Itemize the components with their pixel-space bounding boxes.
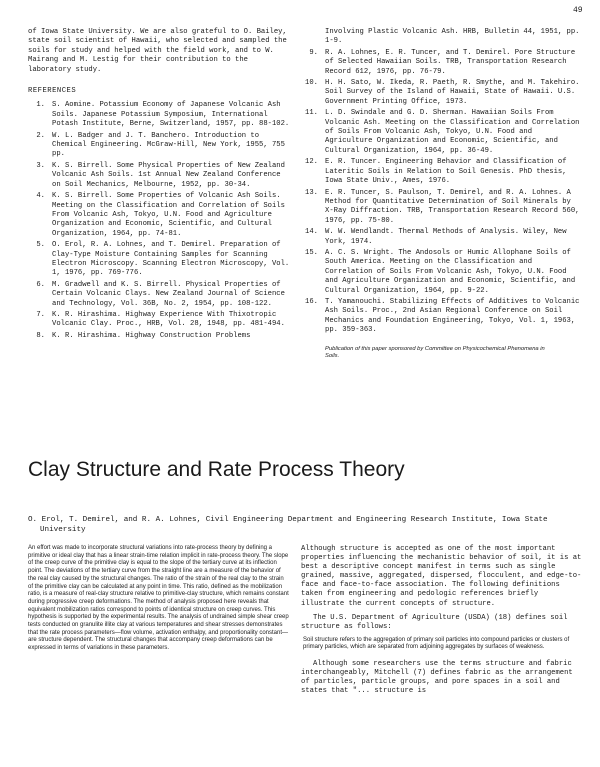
right-column xyxy=(301,28,583,360)
reference-text: E. R. Tuncer, S. Paulson, T. Demirel, and R. A. Lohnes. A Method for Quantitative Determination of Soil Minerals by X-Ray Diffraction. TRB, Transportation Research Record 560, 1976, pp. 75-80. xyxy=(325,188,580,225)
body-paragraph-1: Although structure is accepted as one of the most important properties influencing the mechanistic behavior of soil, it is at best a descriptive concept manifest in terms such as single grained, massive, aggregated, dispersed, flocculent, and edge-to-face and face-to-face association. The following definitions taken from engineering and pedologic references briefly illustrate the current concepts of structure. xyxy=(301,545,582,608)
reference-text: Involving Plastic Volcanic Ash. HRB, Bulletin 44, 1951, pp. 1-9. xyxy=(325,28,580,46)
reference-number: 7. xyxy=(36,310,45,319)
reference-item xyxy=(301,28,583,47)
reference-number: 10. xyxy=(305,79,318,88)
reference-number: 1. xyxy=(36,101,45,110)
reference-item xyxy=(301,298,583,336)
reference-item xyxy=(28,162,290,190)
block-quote: Soil structure refers to the aggregation of primary soil particles into compound particles or clusters of primary particles, which are separated from adjoining aggregates by surfaces of weakness. xyxy=(303,636,570,651)
reference-number: 2. xyxy=(36,131,45,140)
reference-number: 8. xyxy=(36,331,45,340)
intro-paragraph: of Iowa State University. We are also grateful to O. Bailey, state soil scientist of Hawaii, who selected and sampled the soils for study and helped with the field work, and to W. Mairang and M. Lestig for their contribution to the laboratory study. xyxy=(28,28,287,74)
reference-text: H. H. Sato, W. Ikeda, R. Paeth, R. Smythe, and M. Takehiro. Soil Survey of the Island of Hawaii, State of Hawaii. U.S. Government Printing Office, 1973. xyxy=(325,79,580,106)
reference-item xyxy=(301,109,583,156)
reference-text: W. L. Badger and J. T. Banchero. Introduction to Chemical Engineering. McGraw-Hill, New York, 1955, 755 pp. xyxy=(52,131,285,159)
reference-text: S. Aomine. Potassium Economy of Japanese Volcanic Ash Soils. Japanese Potassium Symposium, International Potash Institute, Berne, Switzerland, 1957, pp. 88-102. xyxy=(52,101,290,129)
reference-item xyxy=(28,132,290,160)
reference-item xyxy=(301,158,583,186)
reference-item xyxy=(301,79,583,107)
article-title: Clay Structure and Rate Process Theory xyxy=(28,458,405,481)
reference-number: 14. xyxy=(305,228,318,237)
reference-text: E. R. Tuncer. Engineering Behavior and Classification of Lateritic Soils in Relation to Soil Genesis. PhD thesis, Iowa State Univ., Ames, 1976. xyxy=(325,158,567,186)
left-column xyxy=(28,28,290,343)
reference-item xyxy=(301,228,583,247)
reference-item xyxy=(301,49,583,77)
page-number: 49 xyxy=(573,6,583,15)
reference-item xyxy=(28,281,290,309)
reference-item xyxy=(301,249,583,296)
reference-text: T. Yamanouchi. Stabilizing Effects of Additives to Volcanic Ash Soils. Proc., 2nd Asian Regional Conference on Soil Mechanics and Foundation Engineering, Tokyo, Vol. 1, 1963, pp. 359-363. xyxy=(325,297,580,335)
reference-number: 12. xyxy=(305,158,318,167)
reference-text: O. Erol, R. A. Lohnes, and T. Demirel. Preparation of Clay-Type Moisture Containing Samples for Scanning Electron Microscopy. Scanning Electron Microscopy, Vol. 1, 1976, pp. 769-776. xyxy=(52,241,290,278)
reference-text: K. R. Hirashima. Highway Experience With Thixotropic Volcanic Clay. Proc., HRB, Vol. 28, 1948, pp. 481-494. xyxy=(52,310,285,329)
reference-text: R. A. Lohnes, E. R. Tuncer, and T. Demirel. Pore Structure of Selected Hawaiian Soils. TRB, Transportation Research Record 612, 1976, pp. 76-79. xyxy=(325,48,576,76)
reference-item xyxy=(301,189,583,227)
publication-note: Publication of this paper sponsored by Committee on Physicochemical Phenomena in Soils. xyxy=(325,345,545,359)
reference-number: 4. xyxy=(36,192,45,201)
reference-text: K. S. Birrell. Some Properties of Volcanic Ash Soils. Meeting on the Classification and Correlation of Soils From Volcanic Ash, Tokyo, U.N. Food and Agriculture Organization and Economic, Scientific, and Cultural Organization, 1964, pp. 74-81. xyxy=(52,192,285,238)
references-list-left xyxy=(28,101,290,341)
reference-text: M. Gradwell and K. S. Birrell. Physical Properties of Certain Volcanic Clays. New Zealand Journal of Science and Technology, Vol. 36B, No. 2, 1954, pp. 108-122. xyxy=(52,280,285,308)
body-paragraph-3: Although some researchers use the terms structure and fabric interchangeably, Mitchell (7) defines fabric as the arrangement of particles, particle groups, and pore spaces in a soil and states that "... structure is xyxy=(301,659,573,696)
reference-text: K. R. Hirashima. Highway Construction Problems xyxy=(52,331,251,340)
abstract: An effort was made to incorporate structural variations into rate-process theory by defining a primitive or ideal clay that has a linear strain-time relation implicit in rate-process theory. The slope of the creep curve of the primitive clay is equal to the slope of the tertiary curve at its inflection point. The deviations of the tertiary curve from the straight line are a measure of the behavior of the real clay caused by the structural changes. The ratio of the strain of the real clay to the strain of the primitive clay can be calculated at any point in time. This ratio, defined as the mobilization ratio, is a measure of real-clay structure relative to primitive-clay structure, which remains constant during progressive creep deformations. The method of analysis proposed here reveals that equivalent mobilization ratios correspond to points of identical structure on creep curves. This hypothesis is supported by the experimental results. The analysis of undrained simple shear creep tests conducted on granulite illite clay at various temperatures and shear stresses demonstrates that the rate process parameters—flow volume, activation enthalpy, and proportionality constant—are structure dependent. The structural changes that accompany creep deformations can be expressed in terms of variations in these parameters. xyxy=(28,545,289,652)
reference-item xyxy=(28,192,290,239)
reference-number: 9. xyxy=(309,48,318,57)
body-text xyxy=(301,545,583,701)
reference-number: 15. xyxy=(305,248,318,257)
reference-number: 3. xyxy=(36,161,45,170)
reference-text: L. D. Swindale and G. D. Sherman. Hawaiian Soils From Volcanic Ash. Meeting on the Classification and Correlation of Soils From Volcanic Ash, Tokyo, U.N. Food and Agriculture Organization and Economic, Scientific, and Cultural Organization, 1964, pp. 36-49. xyxy=(325,109,580,155)
references-list-right xyxy=(301,28,583,336)
reference-number xyxy=(301,28,325,47)
reference-number: 16. xyxy=(305,297,318,306)
reference-text: W. W. Wendlandt. Thermal Methods of Analysis. Wiley, New York, 1974. xyxy=(325,228,567,246)
reference-text: A. C. S. Wright. The Andosols or Humic Allophane Soils of South America. Meeting on the Classification and Correlation of Soils From Volcanic Ash, Tokyo, U.N. Food and Agriculture Organization and Economic, Scientific, and Cultural Organization, 1964, pp. 9-22. xyxy=(325,248,576,295)
reference-text: K. S. Birrell. Some Physical Properties of New Zealand Volcanic Ash Soils. 1st Annual New Zealand Conference on Soil Mechanics, Melbourne, 1952, pp. 30-34. xyxy=(52,161,285,189)
reference-number: 13. xyxy=(305,188,318,197)
reference-item xyxy=(28,241,290,279)
reference-number: 6. xyxy=(36,280,45,289)
reference-item xyxy=(28,101,290,129)
references-heading: REFERENCES xyxy=(28,87,77,96)
reference-number: 11. xyxy=(305,109,318,118)
reference-item xyxy=(28,332,290,341)
reference-item xyxy=(28,311,290,330)
reference-number: 5. xyxy=(36,241,45,250)
body-paragraph-2: The U.S. Department of Agriculture (USDA) (18) defines soil structure as follows: xyxy=(301,613,568,631)
article-authors: O. Erol, T. Demirel, and R. A. Lohnes, Civil Engineering Department and Engineering Research Institute, Iowa State University xyxy=(28,516,548,534)
